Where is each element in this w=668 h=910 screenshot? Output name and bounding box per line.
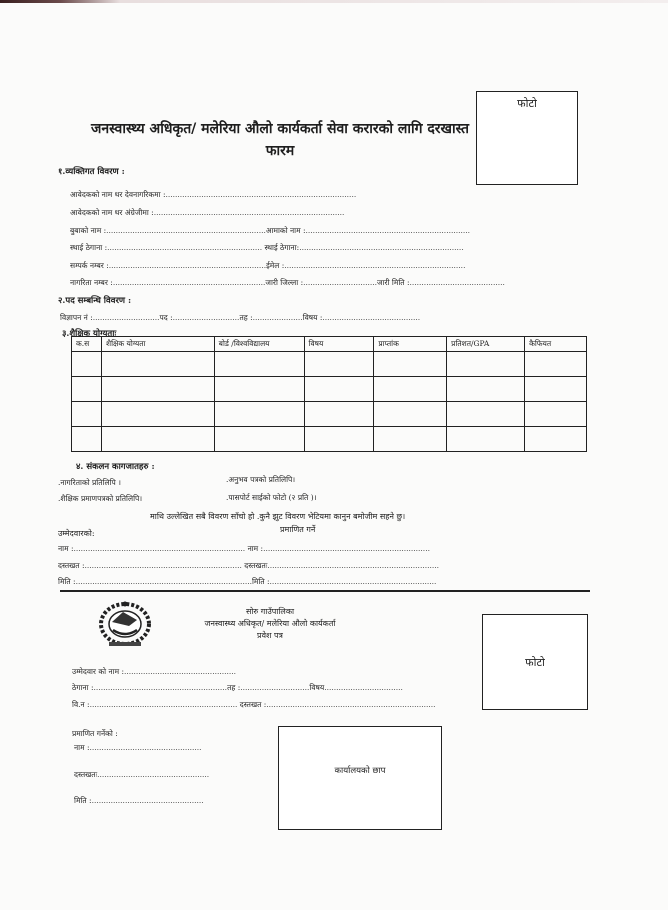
fill-line[interactable]: ........................................ bbox=[409, 278, 505, 287]
field-label: आवेदकको नाम थर देवनागरिकमा : bbox=[70, 190, 166, 199]
field-label: तह : bbox=[227, 683, 241, 692]
field-label: विज्ञापन नं : bbox=[60, 313, 93, 322]
field-label: सम्पर्क नम्बर : bbox=[70, 261, 109, 270]
candidate-heading: उम्मेदवारको: bbox=[58, 529, 95, 538]
table-cell[interactable] bbox=[214, 352, 304, 377]
fill-line[interactable]: ................................................................................ bbox=[153, 208, 345, 217]
field-name-english[interactable] bbox=[70, 208, 344, 218]
field-label: स्थाई ठेगाना: bbox=[264, 243, 300, 252]
field-label: मिति : bbox=[74, 796, 92, 805]
fill-line[interactable]: ........................................................................ bbox=[267, 561, 440, 570]
table-cell[interactable] bbox=[72, 352, 102, 377]
field-label: उम्मेदवार को नाम : bbox=[72, 667, 124, 676]
col-qualification: शैक्षिक योग्यता bbox=[101, 337, 214, 352]
table-cell[interactable] bbox=[304, 352, 374, 377]
table-cell[interactable] bbox=[374, 402, 447, 427]
table-cell[interactable] bbox=[447, 352, 525, 377]
field-label: नाम : bbox=[74, 743, 90, 752]
col-sn: क.स bbox=[72, 337, 102, 352]
field-label: दस्तखतः bbox=[244, 561, 268, 570]
field-father-mother[interactable] bbox=[70, 226, 470, 236]
fill-line[interactable]: ................................................................ bbox=[112, 278, 266, 287]
section-post-heading: २.पद सम्बन्धि विवरण : bbox=[58, 296, 132, 306]
photo-box[interactable] bbox=[476, 91, 578, 185]
photo-label: फोटो bbox=[517, 97, 537, 110]
section-personal-heading: १.व्यक्तिगत विवरण : bbox=[58, 167, 125, 177]
fill-line[interactable]: ............................ bbox=[92, 313, 160, 322]
table-cell[interactable] bbox=[374, 352, 447, 377]
admit-field-roll[interactable] bbox=[72, 700, 436, 710]
table-cell[interactable] bbox=[525, 427, 587, 452]
fill-line[interactable]: .................................................................. bbox=[84, 561, 242, 570]
field-label: पद : bbox=[159, 313, 173, 322]
table-cell[interactable] bbox=[101, 377, 214, 402]
admit-card-title: प्रवेश पत्र bbox=[257, 631, 283, 640]
fill-line[interactable]: ...................................................................... bbox=[263, 544, 430, 553]
table-cell[interactable] bbox=[101, 402, 214, 427]
form-title bbox=[70, 118, 490, 162]
fill-line[interactable]: ................................................................. bbox=[107, 243, 263, 252]
stamp-label: कार्यालयको छाप bbox=[334, 766, 386, 776]
fill-line[interactable]: ........................................................................ bbox=[73, 544, 246, 553]
field-label: मिति : bbox=[251, 577, 270, 586]
signature-row-name[interactable] bbox=[58, 544, 430, 554]
doc-item: .पासपोर्ट साईको फोटो (२ प्रति )। bbox=[226, 493, 317, 502]
fill-line[interactable]: ....................................................................... bbox=[266, 700, 436, 709]
field-label: तह : bbox=[239, 313, 253, 322]
fill-line[interactable]: ..................... bbox=[252, 313, 303, 322]
field-label: नाम : bbox=[58, 544, 74, 553]
fill-line[interactable]: ................................. bbox=[324, 683, 403, 692]
table-row bbox=[72, 427, 587, 452]
col-remarks: कैफियत bbox=[525, 337, 587, 352]
field-label: दस्तखत : bbox=[58, 561, 85, 570]
signature-row-date[interactable] bbox=[58, 577, 436, 587]
admit-certifier-date[interactable] bbox=[74, 796, 204, 806]
table-cell[interactable] bbox=[374, 427, 447, 452]
table-cell[interactable] bbox=[214, 427, 304, 452]
field-label: मिति : bbox=[58, 577, 76, 586]
admit-card-header bbox=[170, 606, 370, 642]
table-row bbox=[72, 402, 587, 427]
table-cell[interactable] bbox=[214, 402, 304, 427]
fill-line[interactable]: ................................................................... bbox=[106, 226, 266, 235]
field-label: दस्तखतः bbox=[74, 770, 98, 779]
col-marks: प्राप्तांक bbox=[374, 337, 447, 352]
field-label: नाम : bbox=[247, 544, 264, 553]
photo-label: फोटो bbox=[525, 656, 545, 669]
field-label: विषय : bbox=[302, 313, 323, 322]
col-board: बोर्ड /विश्वविद्यालय bbox=[214, 337, 304, 352]
fill-line[interactable]: ............................ bbox=[172, 313, 240, 322]
fill-line[interactable]: .............................................................. bbox=[89, 700, 238, 709]
admit-field-address[interactable] bbox=[72, 683, 403, 693]
fill-line[interactable]: ...................................................................... bbox=[269, 577, 437, 586]
table-cell[interactable] bbox=[101, 427, 214, 452]
table-row bbox=[72, 377, 587, 402]
admit-certifier-signature[interactable] bbox=[74, 770, 209, 780]
fill-line[interactable]: ............................... bbox=[303, 278, 378, 287]
field-citizenship[interactable] bbox=[70, 278, 505, 288]
nepal-emblem-icon bbox=[95, 600, 155, 650]
field-label: बुबाको नाम : bbox=[70, 226, 107, 235]
fill-line[interactable]: ............................................... bbox=[91, 796, 204, 805]
table-row bbox=[72, 352, 587, 377]
fill-line[interactable]: .......................................................................... bbox=[75, 577, 252, 586]
section-divider bbox=[60, 590, 590, 592]
field-permanent-address[interactable] bbox=[70, 243, 464, 253]
office-stamp-box bbox=[278, 726, 442, 830]
field-label: ईमेल : bbox=[266, 261, 285, 270]
fill-line[interactable]: ............................................... bbox=[97, 770, 210, 779]
field-label: स्थाई ठेगाना : bbox=[70, 243, 108, 252]
field-label: विषय bbox=[309, 683, 325, 692]
fill-line[interactable]: ............................................... bbox=[89, 743, 202, 752]
table-cell[interactable] bbox=[447, 427, 525, 452]
doc-item: .अनुभव पत्रको प्रतिलिपि। bbox=[226, 475, 296, 484]
field-label: ठेगाना : bbox=[72, 683, 94, 692]
field-label: वि.न : bbox=[72, 700, 90, 709]
col-percent-gpa: प्रतिशत/GPA bbox=[447, 337, 525, 352]
field-label: नागरिता नम्बर : bbox=[70, 278, 113, 287]
section-documents-heading: ४. संकलन कागजातहरु : bbox=[76, 462, 155, 472]
admit-field-candidate-name[interactable] bbox=[72, 667, 236, 677]
table-cell[interactable] bbox=[525, 377, 587, 402]
admit-photo-box[interactable] bbox=[482, 614, 588, 710]
field-label: आमाको नाम : bbox=[265, 226, 306, 235]
fill-line[interactable]: ........................................................ bbox=[93, 683, 228, 692]
table-cell[interactable] bbox=[72, 402, 102, 427]
certifier-heading: प्रमाणित गर्ने bbox=[280, 525, 316, 534]
admit-post-title: जनस्वास्थ्य अधिकृत/ मलेरिया औलो कार्यकर्ता bbox=[204, 619, 336, 628]
fill-line[interactable]: .................................................................. bbox=[108, 261, 267, 270]
table-cell[interactable] bbox=[304, 427, 374, 452]
field-label: आवेदकको नाम थर अंग्रेजीमा : bbox=[70, 208, 154, 217]
admit-certifier-heading: प्रमाणित गर्नेको : bbox=[72, 729, 118, 738]
form-title-line1: जनस्वास्थ्य अधिकृत/ मलेरिया औलो कार्यकर्ता सेवा करारको लागि दरखास्त bbox=[90, 121, 470, 137]
table-cell[interactable] bbox=[447, 402, 525, 427]
field-name-devanagari[interactable] bbox=[70, 190, 356, 200]
table-cell[interactable] bbox=[304, 377, 374, 402]
field-label: जारी मिति : bbox=[377, 278, 410, 287]
col-subject: विषय bbox=[304, 337, 374, 352]
fill-line[interactable]: ................................................................................ bbox=[165, 190, 357, 199]
table-cell[interactable] bbox=[447, 377, 525, 402]
doc-item: .शैक्षिक प्रमाणपत्रको प्रतिलिपि। bbox=[58, 494, 143, 503]
field-label: दस्तखत : bbox=[239, 700, 267, 709]
admit-certifier-name[interactable] bbox=[74, 743, 202, 753]
table-header-row bbox=[72, 337, 587, 352]
declaration-text: माथि उल्लेखित सबै विवरण साँचो हो .कुनै झुट विवरण भेटियमा कानुन बमोजीम सहने छु। bbox=[150, 512, 406, 521]
fill-line[interactable]: ..................................................................... bbox=[299, 243, 464, 252]
fill-line[interactable]: ......................................... bbox=[322, 313, 421, 322]
table-cell[interactable] bbox=[525, 402, 587, 427]
field-label: जारी जिल्ला : bbox=[265, 278, 304, 287]
table-cell[interactable] bbox=[101, 352, 214, 377]
field-contact-email[interactable] bbox=[70, 261, 465, 271]
signature-row-signature[interactable] bbox=[58, 561, 439, 571]
field-post-details[interactable] bbox=[60, 313, 420, 323]
education-table bbox=[71, 336, 587, 452]
table-cell[interactable] bbox=[72, 427, 102, 452]
section-education-heading: ३.शैक्षिक योग्यताः bbox=[62, 329, 117, 339]
form-title-line2: फारम bbox=[265, 143, 295, 159]
table-cell[interactable] bbox=[374, 377, 447, 402]
doc-item: .नागरिताको प्रतिलिपि । bbox=[58, 478, 121, 487]
fill-line[interactable]: ..................................................................... bbox=[305, 226, 471, 235]
scan-edge bbox=[0, 0, 668, 3]
fill-line[interactable]: ............................. bbox=[240, 683, 310, 692]
table-cell[interactable] bbox=[214, 377, 304, 402]
municipality-name: सोरु गाउँपालिका bbox=[245, 607, 295, 616]
fill-line[interactable]: ............................................................................ bbox=[284, 261, 466, 270]
table-cell[interactable] bbox=[525, 352, 587, 377]
table-cell[interactable] bbox=[72, 377, 102, 402]
fill-line[interactable]: ............................................... bbox=[123, 667, 237, 676]
table-cell[interactable] bbox=[304, 402, 374, 427]
